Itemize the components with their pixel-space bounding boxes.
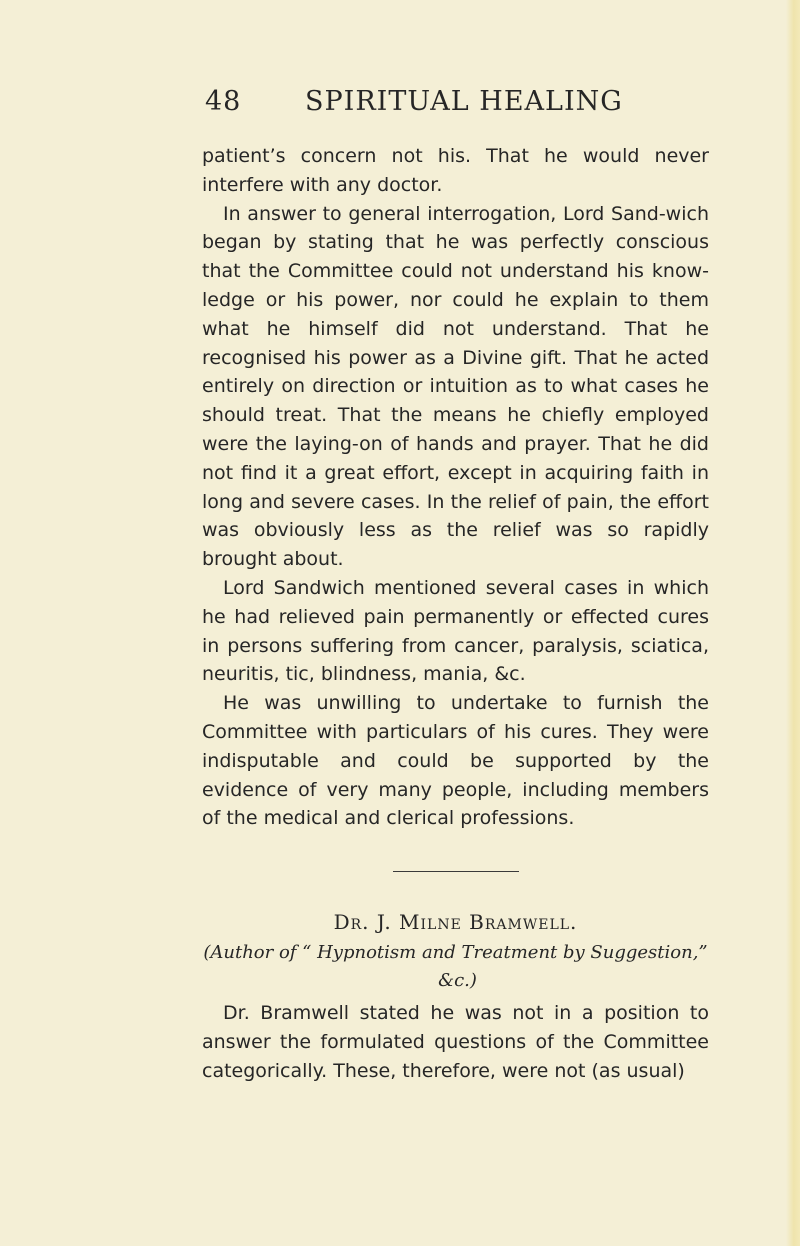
subtitle-line-2: &c.) (438, 969, 477, 991)
text-block (202, 142, 709, 1085)
paragraph-continuation: patient’s concern not his. That he would never interfere with any doctor. (202, 145, 709, 196)
paragraph-bramwell: Dr. Bramwell stated he was not in a position to answer the formulated questions of the Committee categorically. These, therefore, were not (as usual) (202, 1001, 709, 1082)
paragraph-general-interrogation: In answer to general interrogation, Lord Sand-wich began by stating that he was perfectly conscious that the Committee could not understand his know-ledge or his power, nor could he explain to them what he himself did not understand. That he recognised his power as a Divine gift. That he acted entirely on direction or intuition as to what cases he should treat. That the means he chiefly employed were the laying-on of hands and prayer. That he did not find it a great effort, except in acquiring faith in long and severe cases. In the relief of pain, the effort was obviously less as the relief was so rapidly brought about. (202, 202, 709, 571)
running-title: SPIRITUAL HEALING (305, 86, 623, 117)
paragraph-cases: Lord Sandwich mentioned several cases in which he had relieved pain permanently or effected cures in persons suffering from cancer, paralysis, sciatica, neuritis, tic, blindness, mania, &c. (202, 576, 709, 686)
page-edge (786, 0, 800, 1246)
section-divider (393, 871, 519, 872)
section-heading: Dr. J. Milne Bramwell. (333, 910, 578, 935)
section-subtitle (202, 939, 709, 995)
subtitle-line-1: (Author of “ Hypnotism and Treatment by Suggestion,” (203, 941, 708, 963)
page-number: 48 (205, 86, 242, 117)
paragraph-particulars: He was unwilling to undertake to furnish the Committee with particulars of his cures. They were indisputable and could be supported by the evidence of very many people, including members of the medical and clerical professions. (202, 692, 709, 830)
